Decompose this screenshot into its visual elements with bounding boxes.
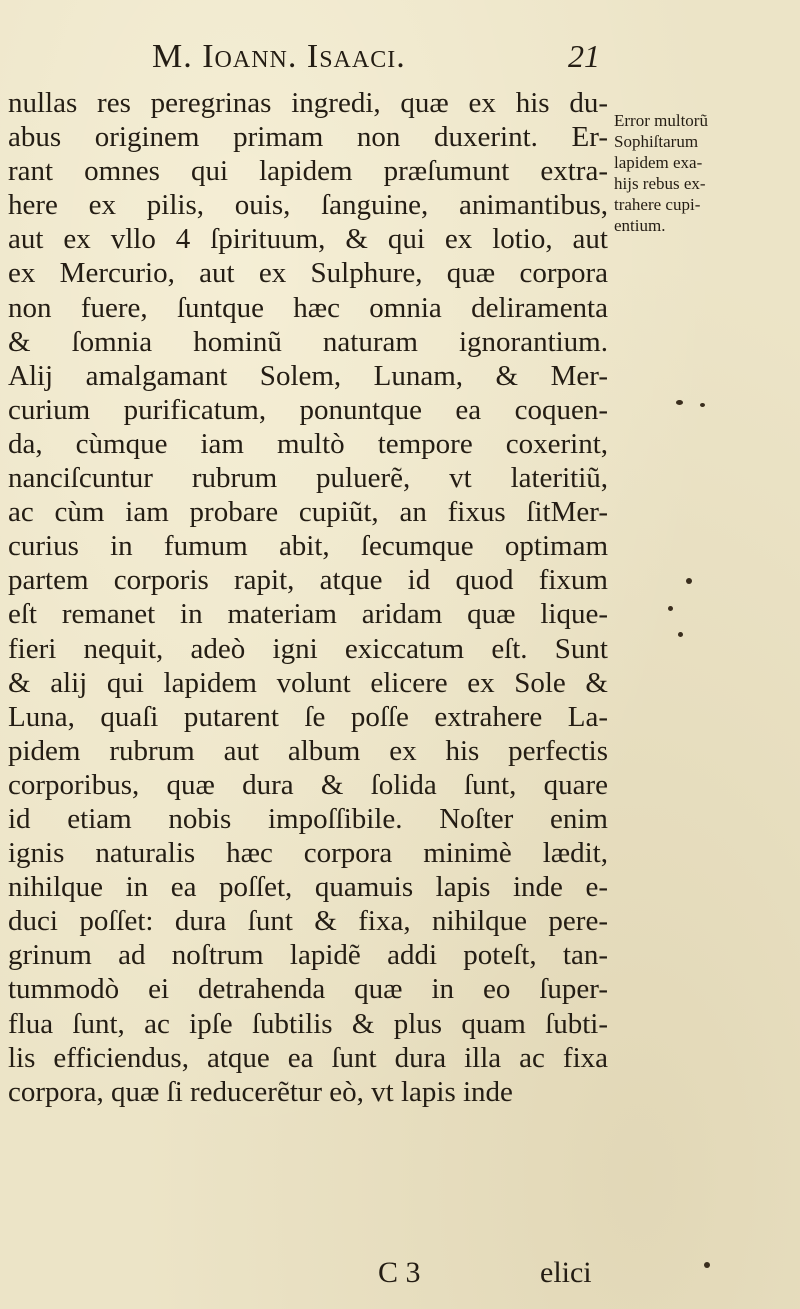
text-line: corpora, quæ ſi reducerẽtur eò, vt lapis inde: [8, 1075, 513, 1108]
marginal-note-line: hijs rebus ex-: [614, 174, 706, 193]
ink-speck: [700, 403, 705, 407]
marginal-note: [614, 110, 794, 236]
text-line: non fuere, ſuntque hæc omnia deliramenta: [8, 291, 608, 324]
text-line: here ex pilis, ouis, ſanguine, animantibus,: [8, 189, 608, 222]
text-line: grinum ad noſtrum lapidẽ addi poteſt, tan-: [8, 939, 608, 972]
text-line: & alij qui lapidem volunt elicere ex Sole &: [8, 666, 608, 699]
text-line: lis efficiendus, atque ea ſunt dura illa ac fixa: [8, 1041, 608, 1074]
text-line: duci poſſet: dura ſunt & fixa, nihilque pere-: [8, 905, 608, 938]
text-line: id etiam nobis impoſſibile. Noſter enim: [8, 802, 608, 835]
text-line: curius in fumum abit, ſecumque optimam: [8, 530, 608, 563]
text-line: nanciſcuntur rubrum puluerẽ, vt lateritiũ,: [8, 462, 608, 495]
text-line: Alij amalgamant Solem, Lunam, & Mer-: [8, 359, 608, 392]
text-line: partem corporis rapit, atque id quod fixum: [8, 564, 608, 597]
marginal-note-line: lapidem exa-: [614, 153, 703, 172]
marginal-note-line: Sophiſtarum: [614, 132, 699, 151]
marginal-note-line: Error multorũ: [614, 111, 708, 130]
ink-speck: [668, 606, 673, 611]
marginal-note-line: trahere cupi-: [614, 195, 701, 214]
text-line: rant omnes qui lapidem præſumunt extra-: [8, 155, 608, 188]
text-line: flua ſunt, ac ipſe ſubtilis & plus quam ſubti-: [8, 1007, 608, 1040]
signature-mark: C 3: [378, 1256, 421, 1289]
text-line: curium purificatum, ponuntque ea coquen-: [8, 393, 608, 426]
text-line: nihilque in ea poſſet, quamuis lapis inde e-: [8, 871, 608, 904]
marginal-note-line: entium.: [614, 216, 666, 235]
text-line: corporibus, quæ dura & ſolida ſunt, quare: [8, 768, 608, 801]
ink-speck: [686, 578, 692, 584]
text-line: ignis naturalis hæc corpora minimè lædit,: [8, 837, 608, 870]
page-footer: [0, 1256, 800, 1296]
catchword: elici: [540, 1256, 592, 1289]
main-text-block: [8, 86, 608, 1109]
text-line: abus originem primam non duxerint. Er-: [8, 121, 608, 154]
ink-speck: [676, 400, 683, 405]
text-line: eſt remanet in materiam aridam quæ lique-: [8, 598, 608, 631]
text-line: ac cùm iam probare cupiũt, an fixus ſitMer-: [8, 496, 608, 529]
running-head: M. Ioann. Isaaci.: [152, 38, 406, 75]
text-line: nullas res peregrinas ingredi, quæ ex his du-: [8, 87, 608, 119]
text-line: fieri nequit, adeò igni exiccatum eſt. Sunt: [8, 632, 608, 665]
text-line: tummodò ei detrahenda quæ in eo ſuper-: [8, 973, 608, 1006]
text-line: da, cùmque iam multò tempore coxerint,: [8, 427, 608, 460]
page-header: [0, 38, 800, 88]
ink-speck: [704, 1262, 710, 1268]
text-line: pidem rubrum aut album ex his perfectis: [8, 734, 608, 767]
text-line: ex Mercurio, aut ex Sulphure, quæ corpora: [8, 257, 608, 290]
text-line: aut ex vllo 4 ſpirituum, & qui ex lotio, aut: [8, 223, 608, 256]
ink-speck: [678, 632, 683, 637]
page-number: 21: [568, 38, 600, 74]
text-line: & ſomnia hominũ naturam ignorantium.: [8, 325, 608, 358]
text-line: Luna, quaſi putarent ſe poſſe extrahere La-: [8, 700, 608, 733]
